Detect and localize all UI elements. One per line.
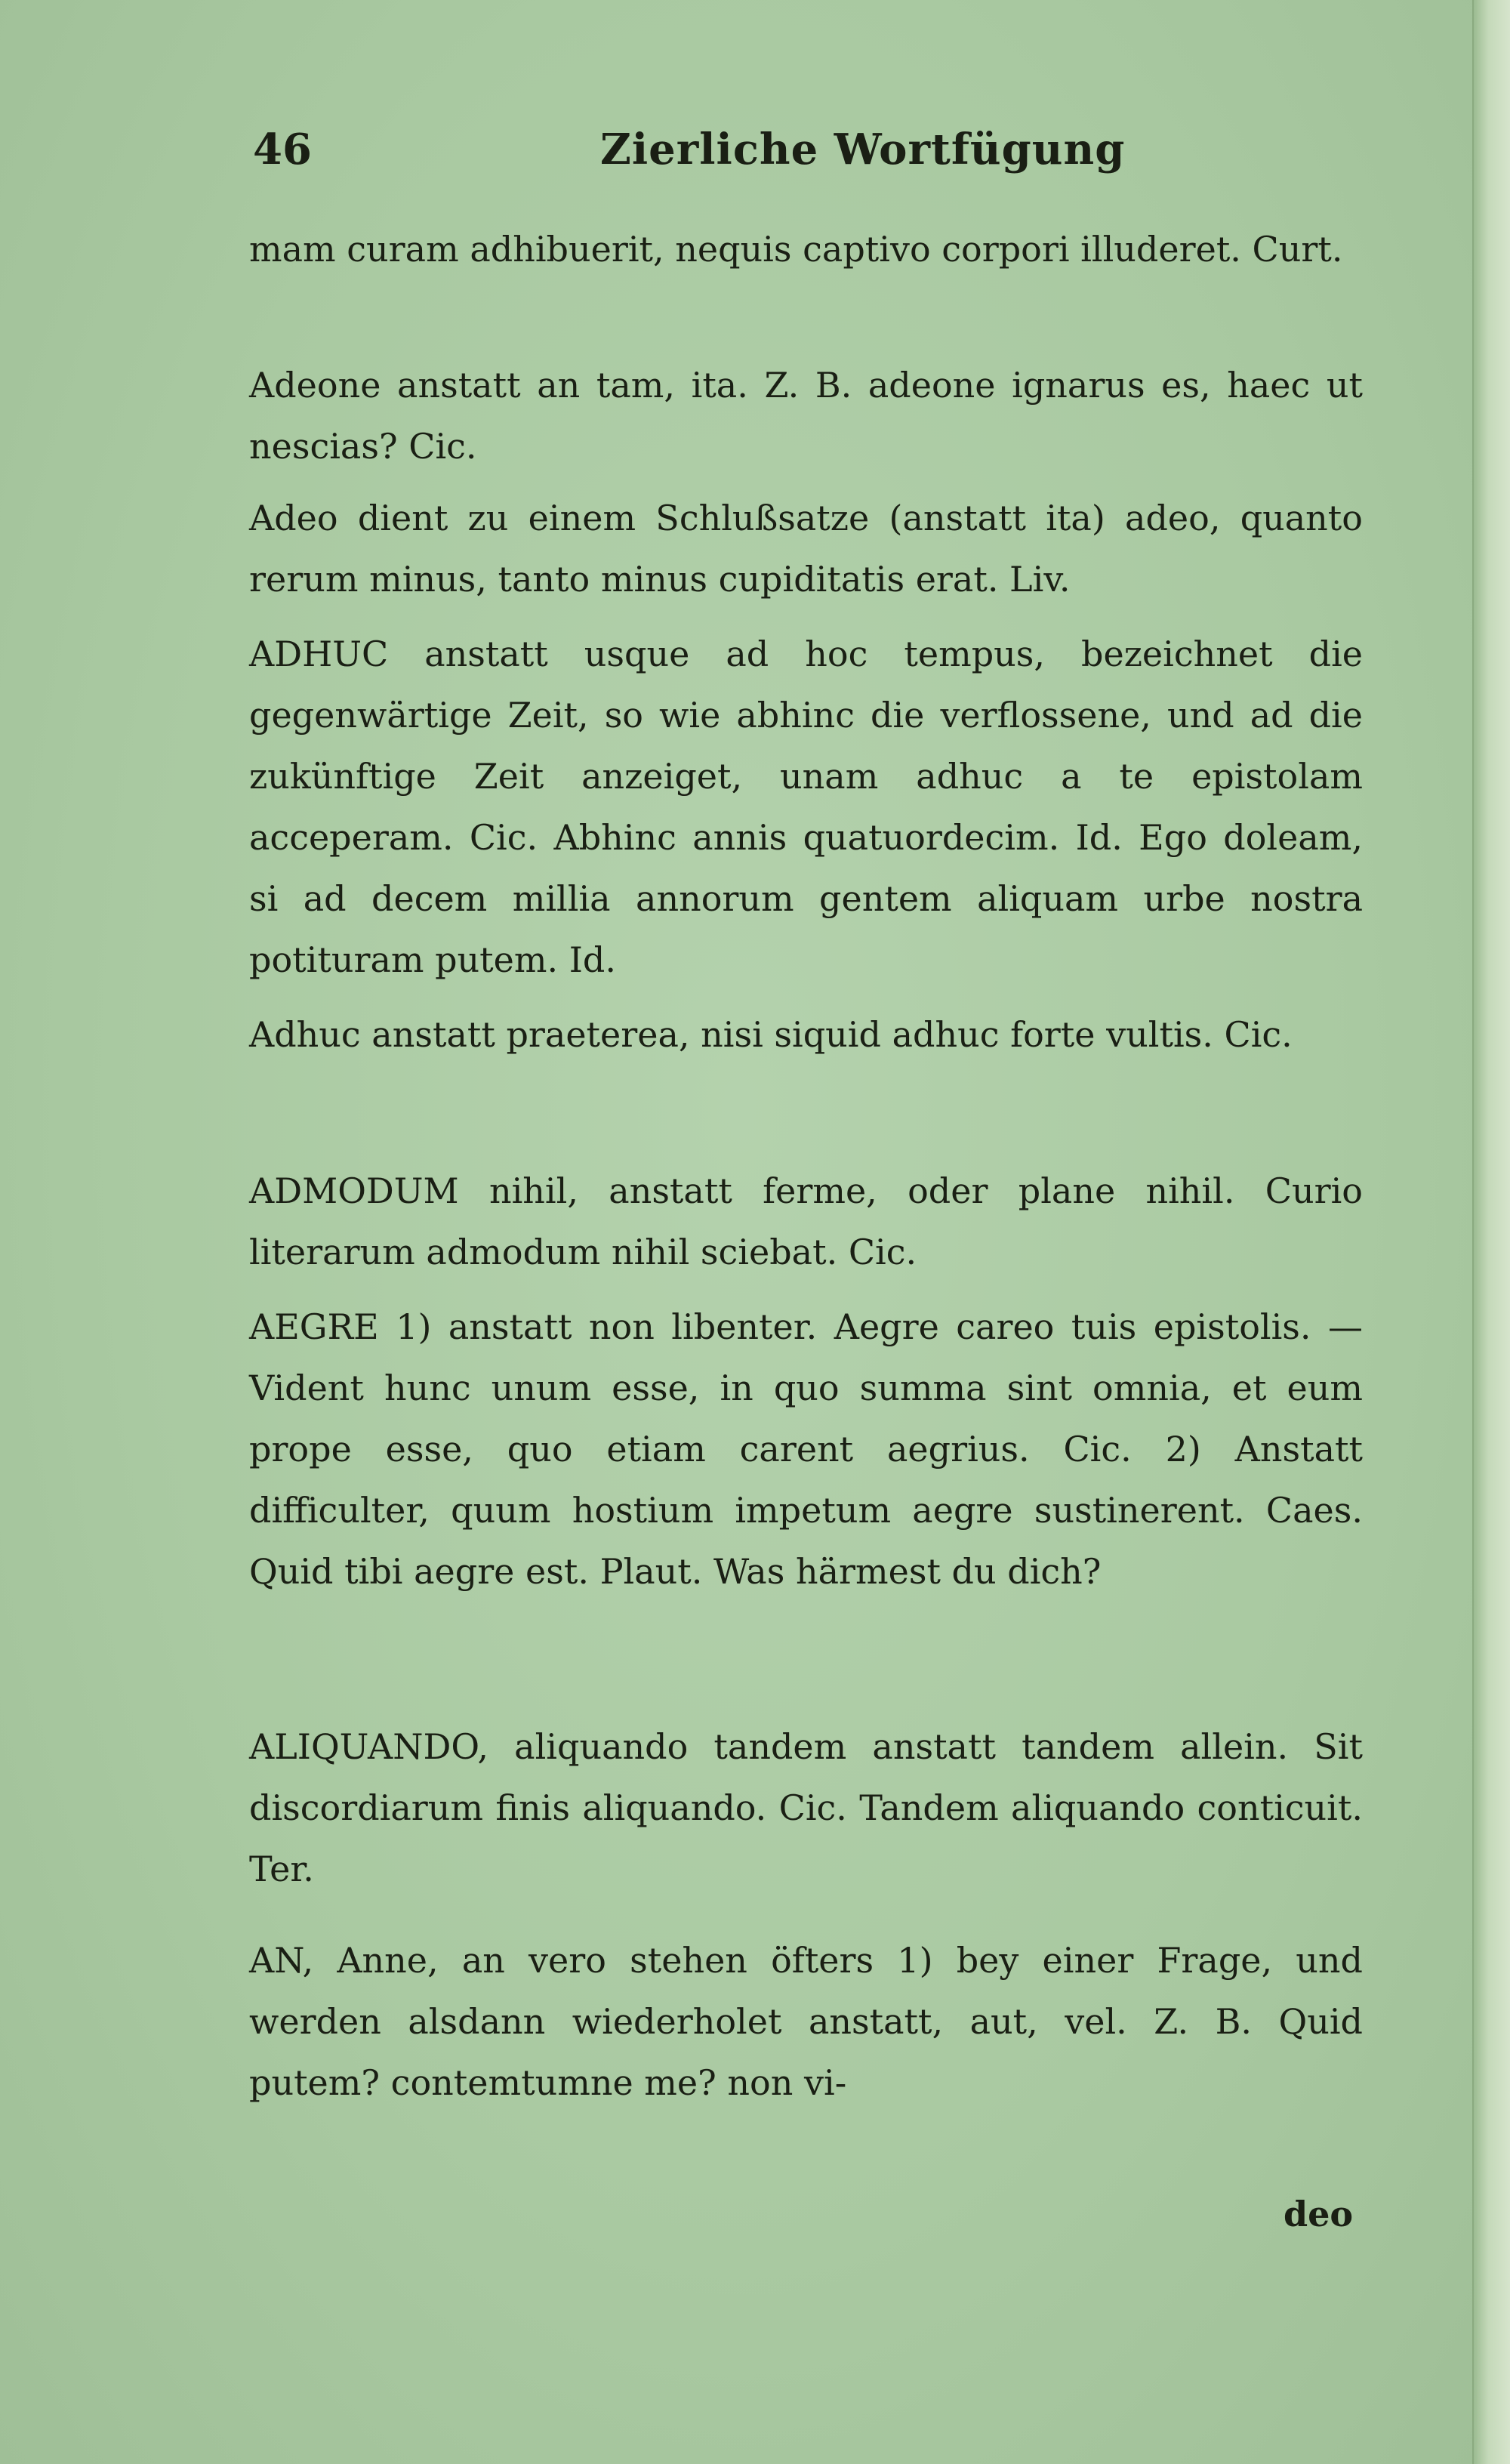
page-number: 46	[253, 125, 312, 174]
paragraph: Adhuc anstatt praeterea, nisi siquid adhuc forte vultis. Cic.	[249, 1014, 1293, 1055]
paragraph: ALIQUANDO, aliquando tandem anstatt tandem allein. Sit discordiarum finis aliquando. Cic. Tandem aliquando conticuit. Ter.	[249, 1726, 1363, 1889]
page-header	[253, 125, 1363, 185]
running-title: Zierliche Wortfügung	[600, 125, 1126, 174]
page-edge	[1472, 0, 1510, 2464]
body-text	[249, 219, 1363, 2114]
paragraph: ADMODUM nihil, anstatt ferme, oder plane nihil. Curio literarum admodum nihil sciebat. Cic.	[249, 1170, 1363, 1272]
paragraph: Adeone anstatt an tam, ita. Z. B. adeone ignarus es, haec ut nescias? Cic.	[249, 365, 1363, 467]
paragraph: Adeo dient zu einem Schlußsatze (anstatt ita) adeo, quanto rerum minus, tanto minus cupiditatis erat. Liv.	[249, 498, 1363, 600]
paragraph: ADHUC anstatt usque ad hoc tempus, bezeichnet die gegenwärtige Zeit, so wie abhinc die verflossene, und ad die zukünftige Zeit anzeiget, unam adhuc a te epistolam acceperam. Cic. Abhinc annis quatuordecim. Id. Ego doleam, si ad decem millia annorum gentem aliquam urbe nostra potituram putem. Id.	[249, 634, 1363, 980]
catchword: deo	[1284, 2194, 1354, 2234]
paragraph: AN, Anne, an vero stehen öfters 1) bey einer Frage, und werden alsdann wiederholet anstatt, aut, vel. Z. B. Quid putem? contemtumne me? non vi-	[249, 1940, 1363, 2103]
paragraph: mam curam adhibuerit, nequis captivo corpori illuderet. Curt.	[249, 229, 1343, 270]
paragraph: AEGRE 1) anstatt non libenter. Aegre careo tuis epistolis. — Vident hunc unum esse, in quo summa sint omnia, et eum prope esse, quo etiam carent aegrius. Cic. 2) Anstatt difficulter, quum hostium impetum aegre sustinerent. Caes. Quid tibi aegre est. Plaut. Was härmest du dich?	[249, 1306, 1363, 1592]
